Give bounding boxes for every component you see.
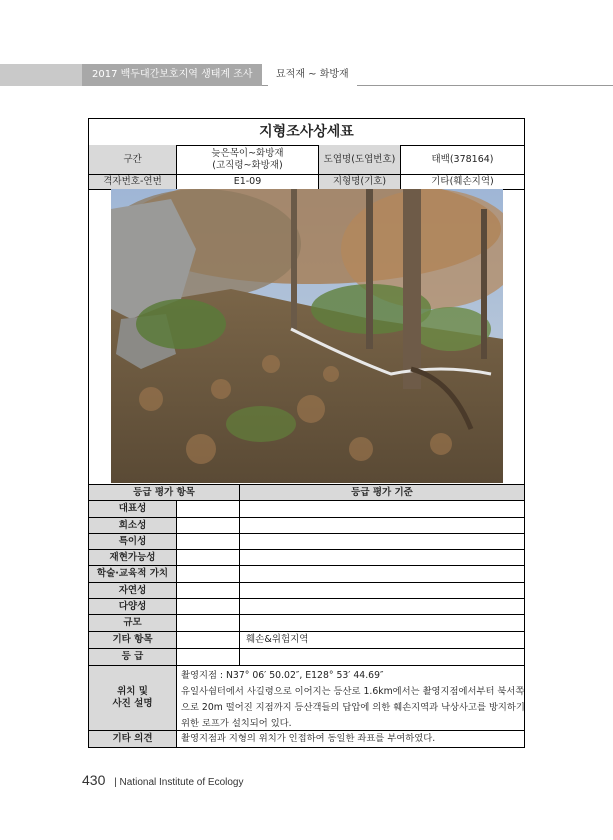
location-label-line2: 사진 설명: [112, 698, 153, 709]
location-label: [89, 666, 177, 731]
eval-label-rarity: 희소성: [89, 518, 177, 534]
eval-label-other: 기타 항목: [89, 632, 177, 649]
other-label: 기타 의견: [89, 731, 177, 747]
header-title: 2017 백두대간보호지역 생태계 조사: [82, 64, 262, 86]
eval-criteria: [240, 518, 524, 534]
footer-divider: |: [114, 777, 117, 788]
eval-label-representativeness: 대표성: [89, 501, 177, 518]
eval-criteria: [240, 501, 524, 518]
eval-criteria: [240, 550, 524, 566]
description-line: 으로 20m 떨어진 지점까지 등산객들의 답압에 의한 훼손지역과 낙상사고를 방지하기: [181, 702, 525, 713]
section-label: 구간: [89, 145, 177, 175]
map-value: 태백(378164): [401, 145, 524, 175]
eval-grade: [177, 599, 240, 615]
section-value-line2: (고직령~화방재): [212, 159, 283, 171]
header-section: 묘적재 ~ 화방재: [268, 64, 357, 86]
description-line: 위한 로프가 설치되어 있다.: [181, 718, 292, 729]
eval-label-diversity: 다양성: [89, 599, 177, 615]
page-footer: [82, 772, 244, 788]
eval-criteria: [240, 649, 524, 666]
eval-criteria: [240, 534, 524, 550]
eval-criteria: [240, 615, 524, 632]
survey-sheet: [88, 118, 525, 748]
page-number: 430: [82, 772, 106, 788]
photo-area: [89, 189, 524, 485]
map-label: 도엽명(도엽번호): [319, 145, 401, 175]
eval-grade: [177, 550, 240, 566]
site-photo: [111, 189, 503, 483]
eval-criteria: [240, 599, 524, 615]
landform-value: 기타(훼손지역): [401, 175, 524, 190]
eval-criteria: [240, 583, 524, 599]
eval-criteria-other: 훼손&위험지역: [240, 632, 524, 649]
eval-label-naturalness: 자연성: [89, 583, 177, 599]
eval-grade: [177, 566, 240, 583]
eval-grade: [177, 534, 240, 550]
eval-label-reproducibility: 재현가능성: [89, 550, 177, 566]
landform-label: 지형명(기호): [319, 175, 401, 190]
eval-label-scale: 규모: [89, 615, 177, 632]
section-value-line1: 늦은목이~화방재: [211, 147, 284, 159]
location-description: [177, 666, 524, 731]
eval-grade: [177, 501, 240, 518]
eval-label-academic-value: 학술·교육적 가치: [89, 566, 177, 583]
grid-value: E1-09: [177, 175, 319, 190]
sheet-title: 지형조사상세표: [89, 119, 524, 146]
eval-label-uniqueness: 특이성: [89, 534, 177, 550]
eval-label-grade: 등 급: [89, 649, 177, 666]
other-value: 촬영지점과 지형의 위치가 인접하여 동일한 좌표를 부여하였다.: [181, 733, 436, 744]
description-line: 유일사쉼터에서 사길령으로 이어지는 등산로 1.6km에서는 촬영지점에서부터 북서쪽: [181, 686, 525, 697]
grid-label: 격자번호-연번: [89, 175, 177, 190]
eval-criteria-header: 등급 평가 기준: [240, 485, 524, 501]
eval-criteria: [240, 566, 524, 583]
eval-grade: [177, 632, 240, 649]
footer-org: National Institute of Ecology: [119, 777, 244, 788]
eval-item-header: 등급 평가 항목: [89, 485, 240, 501]
section-value: [177, 145, 319, 175]
eval-grade: [177, 583, 240, 599]
coordinates: 촬영지점 : N37° 06′ 50.02″, E128° 53′ 44.69″: [181, 670, 384, 681]
location-label-line1: 위치 및: [117, 686, 148, 697]
eval-grade: [177, 518, 240, 534]
eval-grade: [177, 649, 240, 666]
eval-grade: [177, 615, 240, 632]
